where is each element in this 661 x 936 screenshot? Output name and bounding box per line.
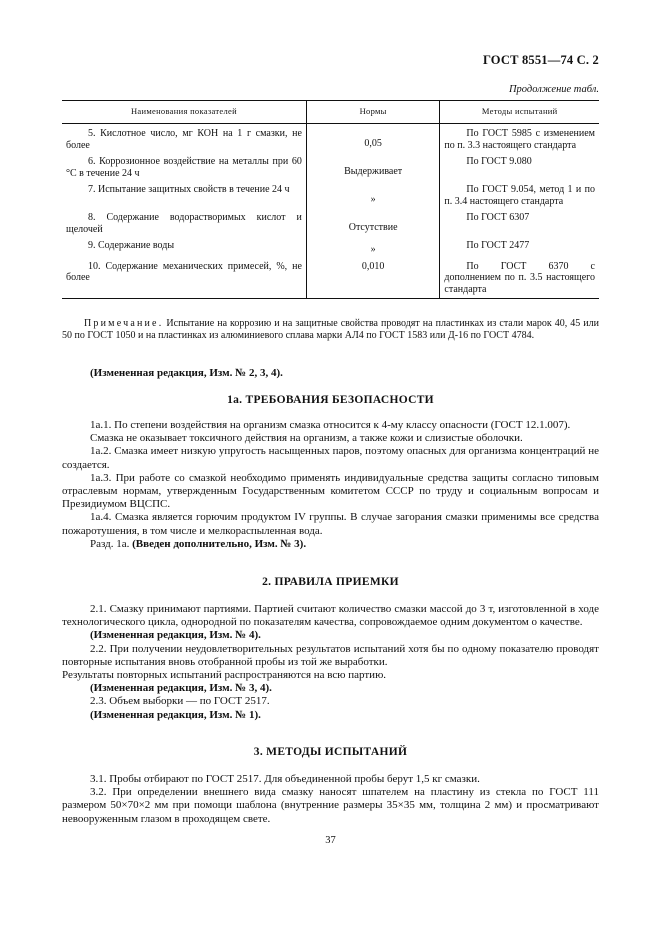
norm-cell: 0,010	[306, 261, 439, 299]
column-header-norm: Нормы	[306, 101, 439, 124]
table-row	[62, 184, 599, 212]
table-continuation-label: Продолжение табл.	[508, 84, 599, 95]
indicator-cell: 5. Кислотное число, мг КОН на 1 г смазки, не более	[66, 128, 302, 151]
column-header-indicator: Наименования показателей	[62, 101, 306, 124]
section-heading-safety: 1а. ТРЕБОВАНИЯ БЕЗОПАСНОСТИ	[227, 394, 434, 406]
paragraph: Смазка не оказывает токсичного действия на организм, а также кожи и слизистые оболочки.	[90, 432, 523, 445]
section-body-acceptance	[62, 603, 599, 722]
table-header-row	[62, 101, 599, 124]
method-cell: По ГОСТ 5985 с изменением по п. 3.3 настоящего стандарта	[440, 124, 599, 157]
table-row	[62, 124, 599, 157]
indicator-cell: 7. Испытание защитных свойств в течение 24 ч	[88, 184, 290, 195]
indicator-cell: 6. Коррозионное воздействие на металлы при 60 °С в течение 24 ч	[66, 156, 302, 179]
indicator-cell: 8. Содержание водорастворимых кислот и щелочей	[66, 212, 302, 235]
norms-table	[62, 100, 599, 299]
section-heading-acceptance: 2. ПРАВИЛА ПРИЕМКИ	[262, 576, 399, 588]
norm-cell: Выдерживает	[306, 156, 439, 184]
table-row	[62, 212, 599, 240]
paragraph: 1а.1. По степени воздействия на организм смазка относится к 4-му классу опасности (ГОСТ 12.1.007).	[90, 419, 571, 431]
paragraph: 2.1. Смазку принимают партиями. Партией считают количество смазки массой до 3 т, изготовленной в ходе технологического цикла, однородной по показателям качества, сопровождаемое одним документом о качестве.	[62, 603, 599, 629]
paragraph: Разд. 1а. (Введен дополнительно, Изм. № 3).	[90, 537, 307, 550]
method-cell: По ГОСТ 6307	[440, 212, 599, 240]
table-note	[62, 318, 599, 342]
indicator-cell: 9. Содержание воды	[88, 240, 175, 251]
paragraph: 3.2. При определении внешнего вида смазку наносят шпателем на пластину из стекла по ГОСТ 111 размером 50×70×2 мм при помощи шаблона (внутренние размеры 35×35 мм, толщина 2 мм) и просматривают невооруженным глазом в проходящем свете.	[62, 786, 599, 825]
table-row	[62, 156, 599, 184]
note-text: Испытание на коррозию и на защитные свойства проводят на пластинках из стали марок 40, 45 или 50 по ГОСТ 1050 и на пластинках из алюминиевого сплава марки АЛ4 по ГОСТ 1583 или Д-16 по ГОСТ 4784.	[62, 318, 599, 341]
section-body-test-methods	[62, 773, 599, 826]
paragraph: 3.1. Пробы отбирают по ГОСТ 2517. Для объединенной пробы берут 1,5 кг смазки.	[90, 773, 480, 785]
revision-note: (Измененная редакция, Изм. № 2, 3, 4).	[90, 367, 283, 379]
method-cell: По ГОСТ 9.054, метод 1 и по п. 3.4 настоящего стандарта	[440, 184, 599, 212]
method-cell: По ГОСТ 2477	[440, 240, 599, 261]
norm-cell: 0,05	[306, 124, 439, 157]
column-header-method: Методы испытаний	[440, 101, 599, 124]
section-heading-test-methods: 3. МЕТОДЫ ИСПЫТАНИЙ	[253, 746, 408, 758]
revision-note: (Измененная редакция, Изм. № 3, 4).	[90, 682, 272, 695]
note-label: Примечание.	[84, 318, 164, 329]
revision-note: (Измененная редакция, Изм. № 4).	[90, 629, 261, 642]
table-row	[62, 261, 599, 299]
paragraph: 1а.3. При работе со смазкой необходимо применять индивидуальные средства защиты согласно типовым отраслевым нормам, утвержденным Государственным комитетом СССР по труду и социальным вопросам и Президиумом ВЦСПС.	[62, 471, 599, 511]
paragraph: Результаты повторных испытаний распространяются на всю партию.	[62, 669, 387, 682]
table-row	[62, 240, 599, 261]
norm-cell: »	[306, 240, 439, 261]
method-cell: По ГОСТ 6370 с дополнением по п. 3.5 настоящего стандарта	[440, 261, 599, 299]
norm-cell: Отсутствие	[306, 212, 439, 240]
revision-note: (Измененная редакция, Изм. № 1).	[90, 708, 261, 721]
indicator-cell: 10. Содержание механических примесей, %, не более	[62, 261, 306, 299]
paragraph: 2.3. Объем выборки — по ГОСТ 2517.	[90, 695, 270, 708]
paragraph: 2.2. При получении неудовлетворительных результатов испытаний хотя бы по одному показателю проводят повторные испытания вновь отобранной пробы из той же выработки.	[62, 642, 599, 668]
paragraph: 1а.4. Смазка является горючим продуктом IV группы. В случае загорания смазки применимы все средства пожаротушения, в том числе и мелкораспыленная вода.	[62, 511, 599, 537]
page-header-title: ГОСТ 8551—74 С. 2	[482, 53, 599, 67]
section-body-safety	[62, 419, 599, 551]
method-cell: По ГОСТ 9.080	[440, 156, 599, 184]
page-number: 37	[325, 835, 336, 846]
paragraph: 1а.2. Смазка имеет низкую упругость насыщенных паров, поэтому опасных для организма концентраций не создается.	[62, 445, 599, 471]
norm-cell: »	[306, 184, 439, 212]
